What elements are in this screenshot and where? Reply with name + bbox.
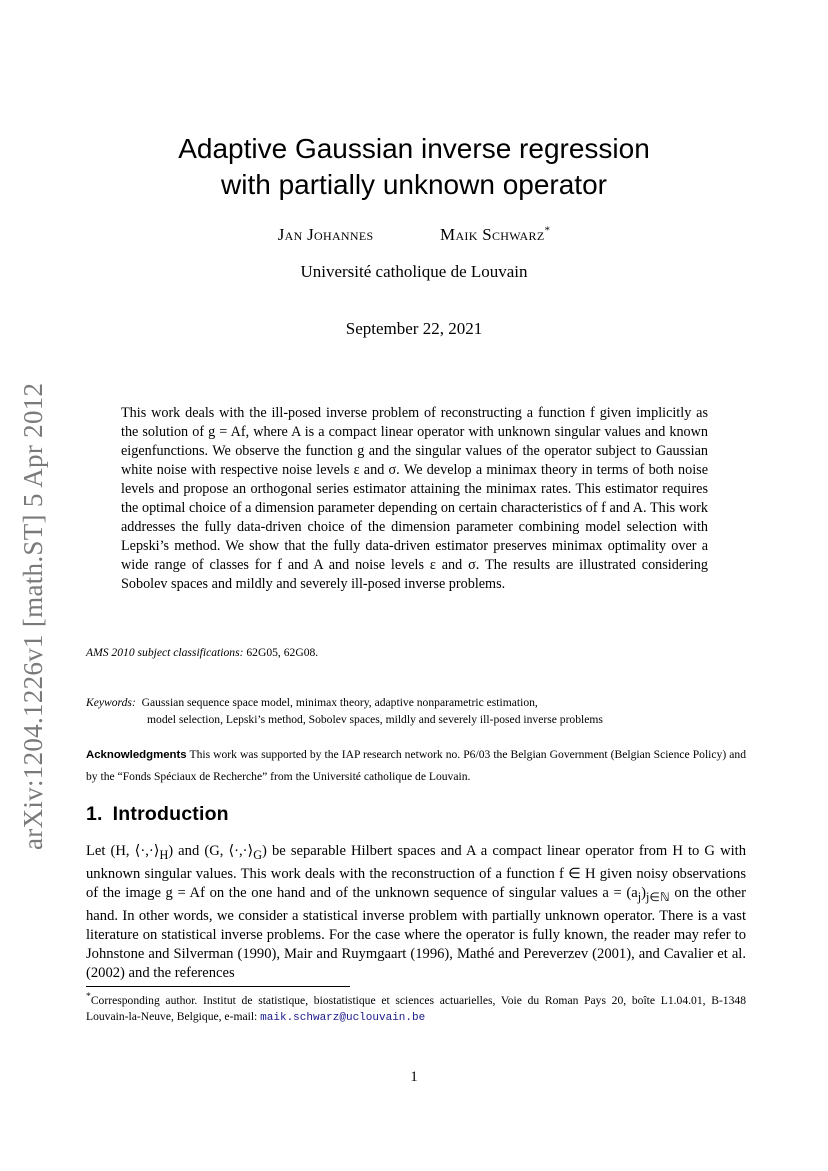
footnote-text: Corresponding author. Institut de statistique, biostatistique et sciences actuarielles, Voie du Roman Pays 20, boîte L1.04.01, B-1348 Louvain-la-Neuve, Belgique, e-mail: xyxy=(86,993,746,1024)
keywords xyxy=(86,694,746,728)
author-schwarz: Maik Schwarz* xyxy=(440,224,551,244)
section-heading-introduction xyxy=(86,803,229,826)
introduction-paragraph: Let (H, $⟨\cdot,\cdot⟩_H$) and (G, $⟨\cdot,\cdot⟩_G$) be separable Hilbert spaces and A a compact linear operator from H to G with unknown singular values. This work deals with the reconstruction of a function f ∈ H given noisy observations of the image g = Af on the one hand and of the unknown sequence of singular values $a = (a_j)_{j\in ℕ}$ on the other hand. In other words, we consider a statistical inverse problem with partially unknown operator. There is a vast literature on statistical inverse problems. For the case where the operator is fully known, the reader may refer to Johnstone and Silverman (1990), Mair and Ruymgaart (1996), Mathé and Pereverzev (2001), and Cavalier et al. (2002) and the references xyxy=(86,843,747,981)
title-line-1: Adaptive Gaussian inverse regression xyxy=(178,133,650,164)
footnote xyxy=(86,989,746,1027)
acknowledgments-label: Acknowledgments xyxy=(86,749,187,761)
keywords-line-2: model selection, Lepski’s method, Sobolev spaces, mildly and severely ill-posed inverse problems xyxy=(147,713,603,726)
acknowledgments xyxy=(86,744,746,787)
keywords-label: Keywords: xyxy=(86,696,136,709)
publication-date: September 22, 2021 xyxy=(345,319,483,338)
arxiv-identifier-stamp: arXiv:1204.1226v1 [math.ST] 5 Apr 2012 xyxy=(18,382,48,850)
author-johannes: Jan Johannes xyxy=(277,224,374,244)
footnote-mark: * xyxy=(86,991,91,1002)
affiliation: Université catholique de Louvain xyxy=(300,262,528,281)
email-link[interactable]: maik.schwarz@uclouvain.be xyxy=(260,1012,426,1025)
paper-title xyxy=(0,131,828,203)
page-number: 1 xyxy=(410,1069,418,1085)
footnote-marker[interactable]: * xyxy=(544,224,551,236)
ams-classification xyxy=(86,646,318,659)
acknowledgments-text: This work was supported by the IAP research network no. P6/03 the Belgian Government (Belgian Science Policy) and by the “Fonds Spéciaux de Recherche” from the Université catholique de Louvain. xyxy=(86,748,746,783)
title-line-2: with partially unknown operator xyxy=(221,169,607,200)
keywords-line-1: Gaussian sequence space model, minimax theory, adaptive nonparametric estimation, xyxy=(141,696,538,709)
section-title: Introduction xyxy=(112,803,229,825)
ams-value: 62G05, 62G08. xyxy=(246,646,319,659)
footnote-divider xyxy=(86,986,350,987)
author-list xyxy=(0,224,828,245)
ams-label: AMS 2010 subject classifications: xyxy=(86,646,244,659)
abstract: This work deals with the ill-posed inverse problem of reconstructing a function f given implicitly as the solution of g = Af, where A is a compact linear operator with unknown singular values and known eigenfunctions. We observe the function g and the singular values of the operator subject to Gaussian white noise with respective noise levels ε and σ. We develop a minimax theory in terms of both noise levels and propose an orthogonal series estimator attaining the minimax rates. This estimator requires the optimal choice of a dimension parameter depending on certain characteristics of f and A. This work addresses the fully data-driven choice of the dimension parameter combining model selection with Lepski’s method. We show that the fully data-driven estimator preserves minimax optimality over a wide range of classes for f and A and noise levels ε and σ. The results are illustrated considering Sobolev spaces and mildly and severely ill-posed inverse problems. xyxy=(121,405,708,592)
section-number: 1. xyxy=(86,803,103,825)
